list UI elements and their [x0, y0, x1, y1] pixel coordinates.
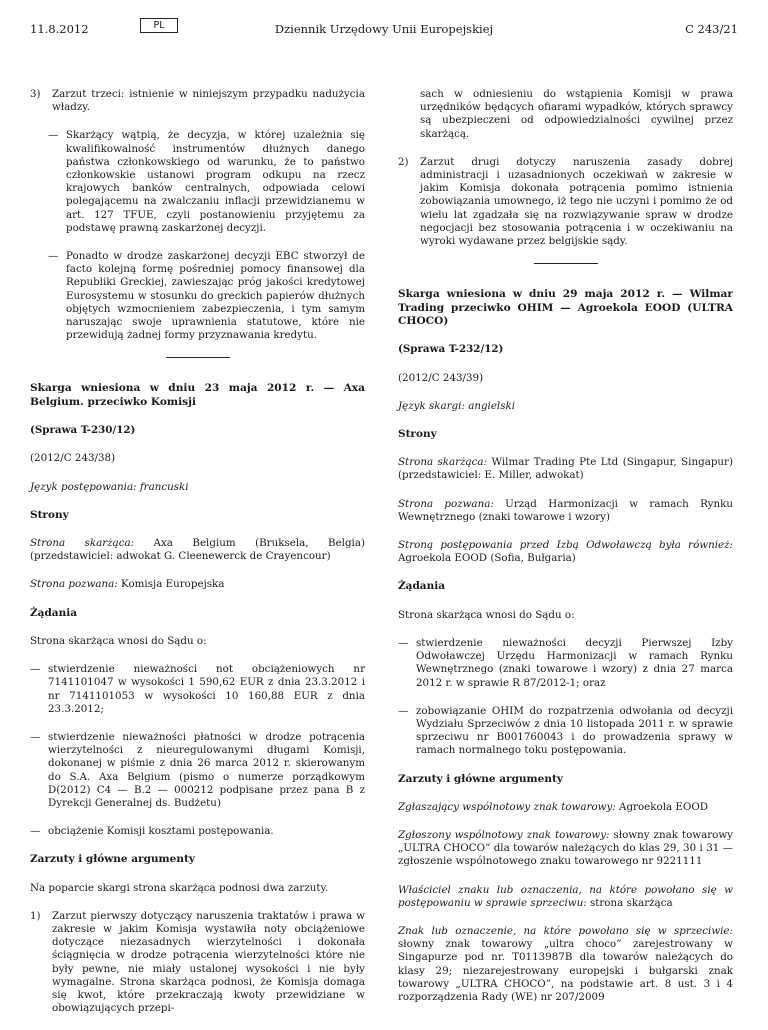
page-header: [0, 0, 768, 40]
publication-date: 11.8.2012: [30, 22, 89, 36]
tm-applicant-label: Zgłaszający wspólnotowy znak towarowy:: [398, 800, 616, 813]
plea-text: sach w odniesieniu do wstąpienia Komisji w prawa urzędników będących ofiarami wypadków, których sprawcy są ubezpieczeni od odpowiedzialności cywilnej przez skarżącą.: [420, 88, 733, 140]
claim-text: stwierdzenie nieważności not obciążeniowych nr 7141101047 w wysokości 1 590,62 EUR z dnia 23.3.2012 i nr 7141101053 w wysokości 10 160,88 EUR z dnia 23.3.2012;: [48, 663, 365, 715]
procedure-language: Język postępowania: francuski: [30, 480, 189, 493]
owner-value: strona skarżąca: [589, 896, 673, 909]
section-heading: Żądania: [30, 606, 78, 619]
defendant-value: Komisja Europejska: [121, 578, 225, 591]
section-heading: Zarzuty i główne argumenty: [30, 853, 195, 866]
case-number: (Sprawa T-232/12): [398, 343, 504, 356]
plea-continuation: [398, 88, 733, 141]
owner-line: [398, 884, 733, 910]
applicant-label: Strona skarżąca:: [30, 537, 135, 550]
case-number: (Sprawa T-230/12): [30, 424, 136, 437]
other-party-line: [398, 539, 733, 565]
claim-text: stwierdzenie nieważności płatności w drodze potrącenia wierzytelności z nieuregulowanymi długami Komisji, dokonanej w piśmie z dnia 26 marca 2012 r. skierowanym do S.A. Axa Belgium (pismo o numerze porządkowym D(2012) C4 — B.2 — 000212 podpisane przez pana B z Dyrekcji Generalnej ds. Budżetu): [48, 730, 365, 809]
plea-item: [30, 88, 365, 114]
defendant-line: [30, 578, 365, 591]
dash-marker: —: [30, 663, 41, 676]
case-title: Skarga wniesiona w dniu 29 maja 2012 r. — Wilmar Trading przeciwko OHIM — Agroekola EOOD (ULTRA CHOCO): [398, 288, 733, 328]
defendant-value: Urząd Harmonizacji w ramach Rynku Wewnętrznego (znaki towarowe i wzory): [398, 497, 733, 523]
dash-marker: —: [48, 250, 59, 263]
procedure-language: Język skargi: angielski: [398, 399, 516, 412]
claim-text: obciążenie Komisji kosztami postępowania.: [48, 825, 274, 838]
plea-number: 3): [30, 88, 41, 100]
claim-text: stwierdzenie nieważności decyzji Pierwszej Izby Odwoławczej Urzędu Harmonizacji w ramach Rynku Wewnętrznego (znaki towarowe i wzory) z dnia 27 marca 2012 r. w sprawie R 87/2012-1; oraz: [416, 636, 733, 689]
section-heading: Strony: [30, 508, 69, 521]
applicant-line: [398, 456, 733, 482]
plea-text: Zarzut pierwszy dotyczący naruszenia traktatów i prawa w zakresie w jakim Komisja wystawiła noty obciążeniowe dotyczące niezasadnych wierzytelności i dokonała ściągnięcia w drodze potrącenia wierzytelności które nie były pewne, nie miały ustalonej wysokości i nie były wymagalne. Strona skarżąca podnosi, że Komisja domaga się kwot, które przekraczają kwoty przewidziane w obowiązujących przepi-: [52, 909, 365, 1015]
journal-title: Dziennik Urzędowy Unii Europejskiej: [274, 22, 494, 36]
section-divider: [166, 357, 230, 358]
section-divider: [534, 263, 598, 264]
language-badge: PL: [140, 18, 178, 33]
claim-text: zobowiązanie OHIM do rozpatrzenia odwołania od decyzji Wydziału Sprzeciwów z dnia 10 listopada 2011 r. w sprawie sprzeciwu nr B001760043 i do prowadzenia sprawy w ramach normalnego toku postępowania.: [416, 704, 733, 757]
tm-value: słowny znak towarowy „ULTRA CHOCO” dla towarów należących do klas 29, 30 i 31 — zgłoszenie wspólnotowego znaku towarowego nr 9221111: [398, 828, 733, 868]
plea-text: Zarzut trzeci: istnienie w niniejszym przypadku nadużycia władzy.: [52, 88, 365, 114]
tm-label: Zgłoszony wspólnotowy znak towarowy:: [398, 828, 610, 841]
section-heading: Strony: [398, 428, 437, 441]
claim-item: [398, 637, 733, 690]
pleas-intro: Na poparcie skargi strona skarżąca podnosi dwa zarzuty.: [30, 881, 329, 894]
applicant-line: [30, 537, 365, 563]
claim-item: [30, 663, 365, 716]
plea-item: [30, 910, 365, 1016]
dash-item: [48, 129, 365, 235]
other-party-label: Stroną postępowania przed Izbą Odwoławczą była również:: [398, 539, 733, 552]
earlier-mark-value: słowny znak towarowy „ultra choco” zarejestrowany w Singapurze pod nr. T0113987B dla towarów należących do klasy 29; niezarejestrowany europejski i bułgarski znak towarowy „ULTRA CHOCO”, na podstawie art. 8 ust. 3 i 4 rozporządzenia Rady (WE) nr 207/2009: [398, 938, 733, 1003]
plea-item: [398, 156, 733, 248]
dash-marker: —: [398, 636, 409, 649]
right-column: [398, 88, 733, 1019]
earlier-mark-line: [398, 925, 733, 1004]
earlier-mark-label: Znak lub oznaczenie, na które powołano się w sprzeciwie:: [398, 924, 733, 937]
plea-number: 1): [30, 909, 41, 922]
oj-reference: (2012/C 243/38): [30, 452, 116, 465]
dash-text: Skarżący wątpią, że decyzja, w której uzależnia się kwalifikowalność instrumentów dłużnych danego państwa członkowskiego od warunku, że to państwo członkowskie ustanowi program odkupu na rzecz krajowych banków centralnych, odpowiada celowi polegającemu na zwalczaniu inflacji przewidzianemu w art. 127 TFUE, czyli postanowieniu przyjętemu za podstawę prawną zaskarżonej decyzji.: [66, 129, 365, 234]
claim-item: [30, 825, 365, 838]
plea-number: 2): [398, 155, 409, 168]
applicant-label: Strona skarżąca:: [398, 456, 488, 469]
oj-reference: (2012/C 243/39): [398, 371, 484, 384]
section-heading: Zarzuty i główne argumenty: [398, 772, 563, 785]
tm-line: [398, 829, 733, 869]
claims-intro: Strona skarżąca wnosi do Sądu o:: [398, 608, 575, 621]
defendant-line: [398, 498, 733, 524]
other-party-value: Agroekola EOOD (Sofia, Bułgaria): [398, 552, 576, 565]
dash-marker: —: [398, 704, 409, 717]
claim-item: [30, 731, 365, 810]
section-heading: Żądania: [398, 580, 446, 593]
defendant-label: Strona pozwana:: [398, 497, 494, 510]
left-column: [30, 88, 365, 1030]
dash-text: Ponadto w drodze zaskarżonej decyzji EBC stworzył de facto kolejną formę pośredniej pomocy finansowej dla Republiki Greckiej, zawieszając próg jakości kredytowej Eurosystemu w stosunku do greckich papierów dłużnych objętych wzmocnieniem zabezpieczenia, i tym samym naruszając swoje uprawnienia statutowe, które nie przewidują żadnej formy przyznawania kredytu.: [66, 250, 365, 342]
issue-number: C 243/21: [685, 22, 738, 36]
dash-marker: —: [30, 825, 41, 838]
tm-applicant-value: Agroekola EOOD: [619, 800, 709, 813]
tm-applicant-line: [398, 801, 733, 814]
dash-marker: —: [30, 730, 41, 743]
claim-item: [398, 705, 733, 758]
claims-intro: Strona skarżąca wnosi do Sądu o:: [30, 634, 207, 647]
plea-text: Zarzut drugi dotyczy naruszenia zasady dobrej administracji i uzasadnionych oczekiwań w zakresie w jakim Komisja dokonała potrącenia pomimo istnienia zobowiązania umownego, iż tego nie uczyni i pomimo że od wielu lat zgadzała się na rozwiązywanie spraw w drodze negocjacji bez stosowania potrącenia i w oczekiwaniu na wyroki wydawane przez belgijskie sądy.: [420, 155, 733, 248]
applicant-value: Axa Belgium (Bruksela, Belgia) (przedstawiciel: adwokat G. Cleenewerck de Crayencour): [30, 537, 365, 563]
dash-marker: —: [48, 129, 59, 142]
applicant-value: Wilmar Trading Pte Ltd (Singapur, Singapur) (przedstawiciel: E. Miller, adwokat): [398, 456, 733, 482]
owner-label: Właściciel znaku lub oznaczenia, na które powołano się w postępowaniu w sprawie sprzeciwu:: [398, 883, 733, 909]
case-title: Skarga wniesiona w dniu 23 maja 2012 r. — Axa Belgium. przeciwko Komisji: [30, 382, 365, 408]
dash-item: [48, 250, 365, 342]
defendant-label: Strona pozwana:: [30, 578, 118, 591]
